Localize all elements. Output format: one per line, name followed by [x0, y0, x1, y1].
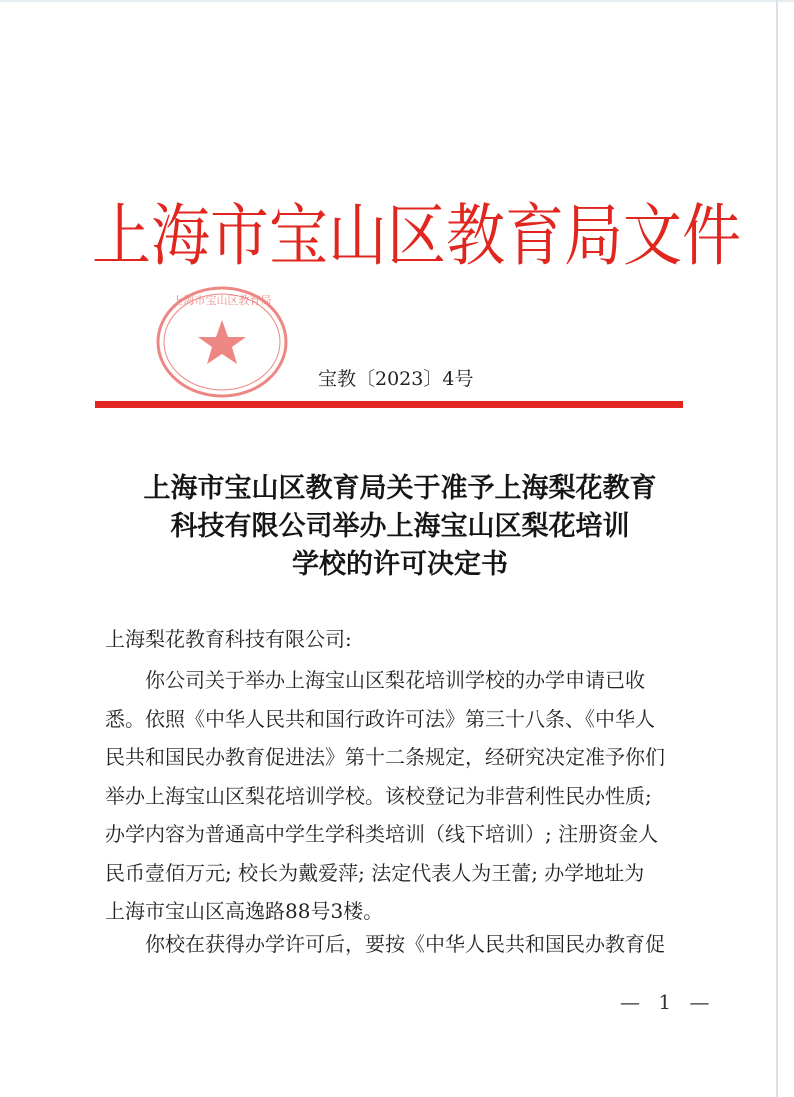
paragraph-line: 你校在获得办学许可后，要按《中华人民共和国民办教育促 [105, 932, 665, 956]
paragraph-line: 上海市宝山区高逸路88号3楼。 [105, 899, 384, 923]
document-header-title: 上海市宝山区教育局文件 [92, 195, 742, 276]
title-line: 上海市宝山区教育局关于准予上海梨花教育 [143, 473, 657, 504]
paragraph-line: 悉。依照《中华人民共和国行政许可法》第三十八条、《中华人 [105, 706, 655, 731]
paragraph-line: 民币壹佰万元; 校长为戴爱萍; 法定代表人为王蕾; 办学地址为 [105, 860, 645, 885]
seal-text: 上海市宝山区教育局 [172, 294, 272, 307]
paragraph-line: 举办上海宝山区梨花培训学校。该校登记为非营利性民办性质; [105, 783, 652, 808]
paragraph-line: 你公司关于举办上海宝山区梨花培训学校的办学申请已收 [105, 668, 645, 692]
body-paragraph-2 [105, 925, 705, 964]
addressee: 上海梨花教育科技有限公司: [105, 627, 352, 651]
page-right-edge [776, 0, 778, 1097]
title-line: 学校的许可决定书 [292, 549, 508, 580]
official-seal-icon [152, 280, 292, 400]
title-line: 科技有限公司举办上海宝山区梨花培训 [170, 511, 630, 542]
red-divider-line [95, 401, 683, 408]
page-number: — 1 — [620, 990, 716, 1014]
document-number: 宝教〔2023〕4号 [318, 368, 474, 390]
page-top-edge [0, 0, 794, 2]
paragraph-line: 办学内容为普通高中学生学科类培训（线下培训）; 注册资金人 [105, 822, 659, 846]
body-paragraph-1 [105, 661, 705, 931]
paragraph-line: 民共和国民办教育促进法》第十二条规定，经研究决定准予你们 [105, 745, 665, 769]
document-title [90, 470, 710, 584]
